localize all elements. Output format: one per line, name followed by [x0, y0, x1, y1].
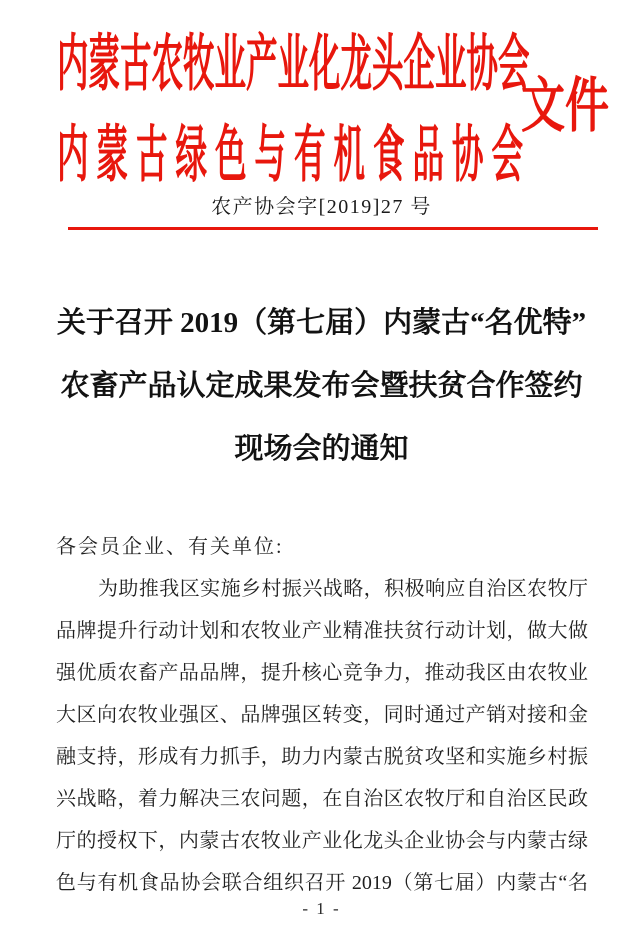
- body-text-line: 兴战略，着力解决三农问题，在自治区农牧厅和自治区民政: [56, 788, 588, 810]
- document-title-line: 现场会的通知: [234, 433, 409, 465]
- letterhead-org-name-2: 内蒙古绿色与有机食品协会: [57, 120, 532, 189]
- body-text-line: 品牌提升行动计划和农牧业产业精准扶贫行动计划，做大做: [56, 620, 588, 642]
- document-body: [56, 526, 588, 904]
- red-separator-rule: [68, 227, 598, 230]
- body-text-line: 强优质农畜产品品牌，提升核心竞争力，推动我区由农牧业: [56, 662, 588, 684]
- document-number: 农产协会字[2019]27 号: [211, 196, 432, 218]
- salutation-line: 各会员企业、有关单位:: [56, 536, 284, 558]
- document-title-line: 关于召开 2019（第七届）内蒙古“名优特”: [56, 307, 587, 339]
- page-number: - 1 -: [302, 899, 341, 918]
- document-title-line: 农畜产品认定成果发布会暨扶贫合作签约: [60, 370, 583, 402]
- body-text-line: 为助推我区实施乡村振兴战略，积极响应自治区农牧厅: [98, 578, 588, 600]
- letterhead-org-name-1: 内蒙古农牧业产业化龙头企业协会: [57, 29, 530, 98]
- body-text-line: 厅的授权下，内蒙古农牧业产业化龙头企业协会与内蒙古绿: [56, 830, 588, 852]
- body-text-line: 融支持，形成有力抓手，助力内蒙古脱贫攻坚和实施乡村振: [56, 746, 588, 768]
- letterhead-doc-type-label: 文件: [521, 73, 609, 140]
- body-text-line: 大区向农牧业强区、品牌强区转变，同时通过产销对接和金: [56, 704, 588, 726]
- document-title: [40, 292, 603, 481]
- body-text-line: 色与有机食品协会联合组织召开 2019（第七届）内蒙古“名: [56, 872, 588, 894]
